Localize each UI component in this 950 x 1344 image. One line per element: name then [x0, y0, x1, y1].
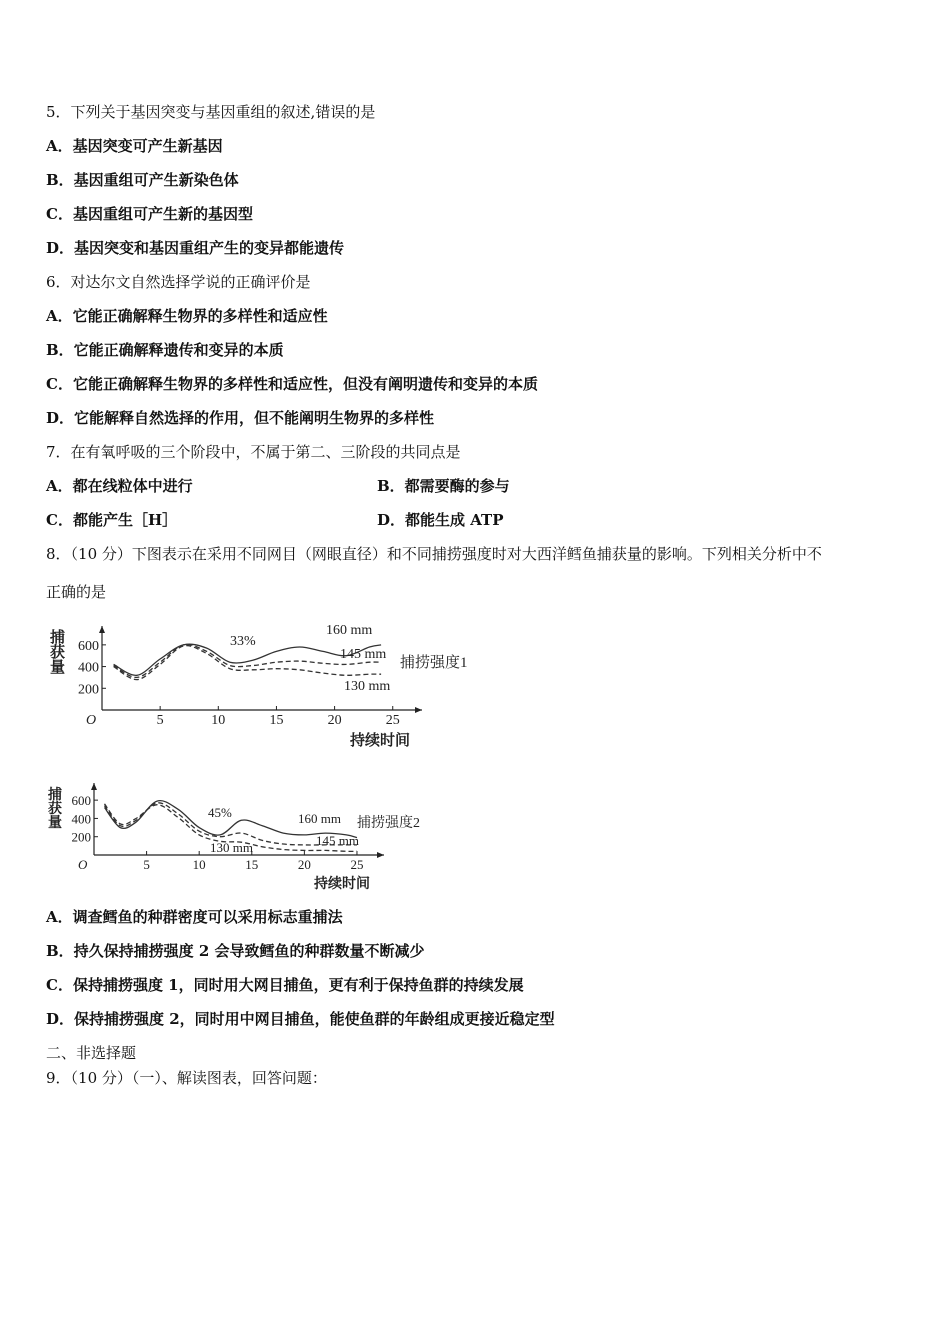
series-label: 160 mm: [298, 811, 341, 826]
q6-option-b: B．它能正确解释遗传和变异的本质: [46, 341, 284, 359]
q5-option-d: D．基因突变和基因重组产生的变异都能遗传: [46, 239, 345, 257]
x-axis-arrow-icon: [415, 707, 422, 713]
x-tick-label: 5: [143, 857, 150, 872]
x-tick-label: 15: [269, 713, 284, 728]
fishing-intensity-1-chart: [44, 614, 484, 754]
q6-option-a: A．它能正确解释生物界的多样性和适应性: [46, 307, 328, 325]
q8-stem-line2: 正确的是: [46, 583, 107, 601]
x-tick-label: 20: [327, 713, 342, 728]
q8-option-b: B．持久保持捕捞强度 2 会导致鳕鱼的种群数量不断减少: [46, 942, 425, 960]
origin-label: O: [86, 713, 97, 728]
q5-stem: 5．下列关于基因突变与基因重组的叙述,错误的是: [46, 103, 376, 121]
y-tick-label: 200: [78, 682, 99, 698]
series-label: 130 mm: [344, 679, 391, 694]
percent-annotation: 33%: [230, 634, 256, 649]
q6-option-d: D．它能解释自然选择的作用，但不能阐明生物界的多样性: [46, 409, 435, 427]
q7-option-c: C．都能产生［H］: [46, 511, 178, 529]
x-axis-label: 持续时间: [350, 733, 411, 749]
y-tick-label: 400: [78, 660, 99, 676]
q8-option-a: A．调查鳕鱼的种群密度可以采用标志重捕法: [46, 908, 343, 926]
q5-option-a: A．基因突变可产生新基因: [46, 137, 223, 155]
series-label: 130 mm: [210, 840, 253, 855]
y-axis-arrow-icon: [91, 783, 97, 790]
series-label: 145 mm: [340, 647, 387, 662]
chart-title: 捕捞强度1: [400, 655, 468, 671]
q5-option-b: B．基因重组可产生新染色体: [46, 171, 239, 189]
y-axis-label: 捕获量: [50, 630, 66, 676]
percent-annotation: 45%: [208, 805, 232, 820]
q8-option-d: D．保持捕捞强度 2，同时用中网目捕鱼，能使鱼群的年龄组成更接近稳定型: [46, 1010, 555, 1028]
x-tick-label: 20: [297, 857, 311, 872]
q8-stem-line1: 8．（10 分）下图表示在采用不同网目（网眼直径）和不同捕捞强度时对大西洋鳕鱼捕获量的影响。下列相关分析中不: [46, 545, 822, 563]
q7-option-a: A．都在线粒体中进行: [46, 477, 193, 495]
q8-option-c: C．保持捕捞强度 1，同时用大网目捕鱼，更有利于保持鱼群的持续发展: [46, 976, 524, 994]
y-axis-arrow-icon: [99, 626, 105, 633]
section-2-heading: 二、非选择题: [46, 1044, 137, 1062]
q6-stem: 6．对达尔文自然选择学说的正确评价是: [46, 273, 311, 291]
fishing-intensity-2-chart: [44, 772, 444, 896]
q5-option-c: C．基因重组可产生新的基因型: [46, 205, 253, 223]
q7-option-d: D．都能生成 ATP: [377, 511, 504, 529]
y-tick-label: 200: [71, 829, 91, 845]
q7-option-b: B．都需要酶的参与: [377, 477, 510, 495]
chart-title: 捕捞强度2: [357, 816, 420, 831]
y-tick-label: 400: [71, 811, 91, 827]
y-axis-label: 捕获量: [48, 788, 62, 831]
q7-stem: 7．在有氧呼吸的三个阶段中，不属于第二、三阶段的共同点是: [46, 443, 461, 461]
x-tick-label: 25: [385, 713, 400, 728]
x-axis-arrow-icon: [377, 852, 384, 858]
origin-label: O: [78, 857, 88, 872]
x-axis-label: 持续时间: [314, 877, 370, 892]
series-label: 160 mm: [326, 623, 373, 638]
x-tick-label: 10: [211, 713, 226, 728]
series-label: 145 mm: [316, 833, 359, 848]
x-tick-label: 5: [156, 713, 164, 728]
x-tick-label: 10: [192, 857, 206, 872]
x-tick-label: 25: [350, 857, 364, 872]
y-tick-label: 600: [78, 638, 99, 654]
y-tick-label: 600: [71, 793, 91, 809]
q6-option-c: C．它能正确解释生物界的多样性和适应性，但没有阐明遗传和变异的本质: [46, 375, 538, 393]
q9-stem: 9．（10 分）（一）、解读图表，回答问题：: [46, 1069, 327, 1087]
x-tick-label: 15: [245, 857, 259, 872]
